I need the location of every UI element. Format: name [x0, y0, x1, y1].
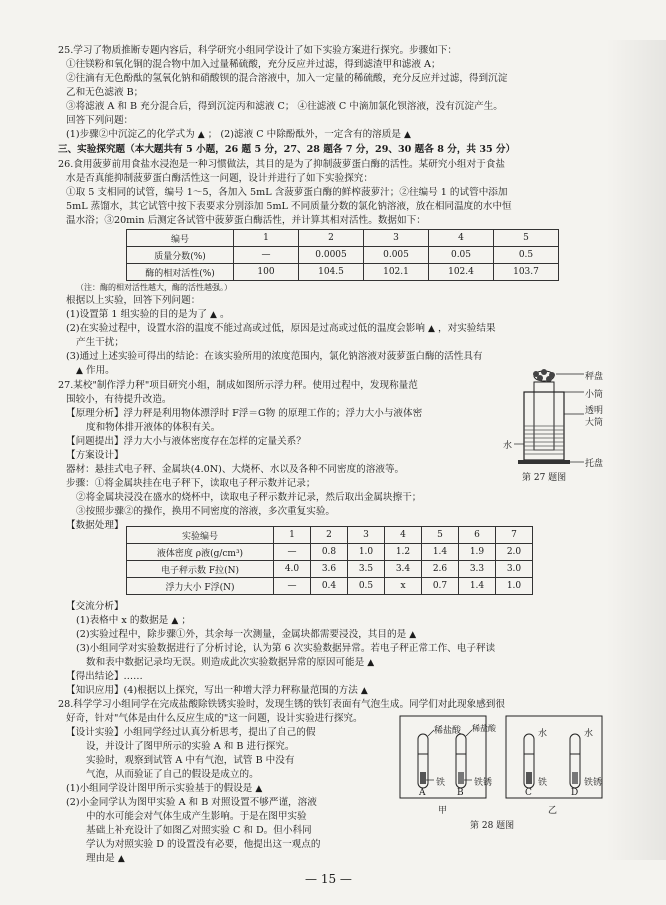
q28-sub2-cont4: [86, 852, 386, 866]
q27-cell: 1.2: [385, 544, 422, 561]
answer-blank: ▲: [404, 130, 411, 140]
page-number: — 15 —: [305, 872, 352, 886]
fig27-label-water: 水: [503, 441, 513, 451]
q27-cell: 3.4: [385, 561, 422, 578]
q25-step2-cont: 乙和无色滤液 B；: [66, 87, 144, 98]
q27-cell: 1.0: [348, 544, 385, 561]
q27-cell: 1.0: [496, 578, 533, 595]
q27-sub1: [76, 614, 596, 628]
fig28-label-rust-b: 铁锈: [474, 778, 493, 788]
q27-step1: 步骤：①将金属块挂在电子秤下，读取电子秤示数并记录；: [66, 478, 316, 489]
section-heading: 三、实验探究题（本大题共有 5 小题，26 题 5 分，27、28 题各 7 分，29、30 题各 8 分，共 35 分）: [58, 144, 516, 155]
q26-note: （注：酶的相对活性越大，酶的活性越强。）: [76, 283, 232, 292]
q28-stem-cont: 好奇，针对"气体是由什么反应生成的"这一问题，设计实验进行探究。: [66, 713, 363, 724]
fig28-tube-c-label: C: [525, 788, 532, 798]
q27-cell: 2.0: [496, 544, 533, 561]
q27-principle: 【原理分析】浮力秤是利用物体漂浮时 F浮＝G物 的原理工作的；浮力大小与液体密: [66, 408, 423, 419]
q27-cell: 0.8: [311, 544, 348, 561]
fig28-label-water-c: 水: [538, 729, 548, 739]
q27-stem: 27.某校"制作浮力秤"项目研究小组，制成如图所示浮力秤。使用过程中，发现称量范: [58, 380, 418, 391]
q27-data-heading: 【数据处理】: [66, 520, 124, 531]
q26-cell: 0.5: [494, 247, 559, 264]
q28-sub2-cont2: 基础上补充设计了如图乙对照实验 C 和 D。但小科同: [86, 825, 312, 836]
q27-sub1-end: ；: [181, 615, 191, 626]
q27-analysis-heading: 【交流分析】: [66, 601, 124, 612]
q27-cell: 3.0: [496, 561, 533, 578]
fig28-label-iron-c: 铁: [538, 778, 548, 788]
q27-cell: 2.6: [422, 561, 459, 578]
q26-sub1: [66, 308, 586, 322]
q27-step3: ③按照步骤②的操作，换用不同密度的溶液，多次重复实验。: [76, 506, 336, 517]
q25-sub: [66, 128, 586, 142]
q27-cell: 0.7: [422, 578, 459, 595]
q26-cell: 质量分数(%): [127, 247, 234, 264]
fig28-group-yi: 乙: [548, 806, 558, 816]
fig28-label-iron-a: 铁: [436, 778, 446, 788]
q27-cell: 液体密度 ρ液(g/cm³): [127, 544, 274, 561]
tray: [518, 460, 570, 464]
q26-cell: 0.05: [429, 247, 494, 264]
q28-design-cont: 设，并设计了图甲所示的实验 A 和 B 进行探究。: [86, 741, 295, 752]
answer-blank: ▲: [360, 686, 368, 696]
answer-blank: ▲: [76, 366, 83, 376]
fig28-label-hcl-b: 稀盐酸: [472, 724, 496, 733]
q26-header-cell: 编号: [127, 230, 234, 247]
q27-application-text: 【知识应用】(4)根据以上探究，写出一种增大浮力秤称量范围的方法: [66, 685, 358, 696]
q28-design-cont2: 实验时，观察到试管 A 中有气泡，试管 B 中没有: [86, 755, 295, 766]
fig27-label-tray: 托盘: [585, 459, 604, 469]
q27-stem-cont: 围较小，有待提升改造。: [66, 394, 172, 405]
answer-blank: ▲: [255, 784, 263, 794]
q28-sub2: (2)小金同学认为图甲实验 A 和 B 对照设置不够严谨，溶液: [66, 797, 317, 808]
q27-sub1-text: (1)表格中 x 的数据是: [76, 615, 169, 626]
q25-stem: 25.学习了物质推断专题内容后，科学研究小组同学设计了如下实验方案进行探究。步骤如下：: [58, 45, 458, 56]
q26-steps: ①取 5 支相同的试管，编号 1～5，各加入 5mL 含菠萝蛋白酶的鲜榨菠萝汁；②往编号 1 的试管中添加: [66, 187, 508, 198]
table-row: [127, 247, 559, 264]
q27-cell: 3.6: [311, 561, 348, 578]
q27-cell: 1.4: [459, 578, 496, 595]
q26-sub2-cont: 产生干扰；: [76, 337, 124, 348]
q27-header-cell: 6: [459, 527, 496, 544]
q26-steps-cont: 5mL 蒸馏水，其它试管中按下表要求分别添加 5mL 不同质量分数的氯化钠溶液，放在相同温度的水中恒: [66, 201, 512, 212]
q27-header-cell: 7: [496, 527, 533, 544]
q27-cell: 0.5: [348, 578, 385, 595]
answer-blank: ▲: [197, 130, 205, 140]
q26-data-table: [126, 229, 559, 281]
q27-header-cell: 1: [274, 527, 311, 544]
q26-cell: 102.4: [429, 264, 494, 281]
q27-sub3-text: 数和表中数据记录均无误。则造成此次实验数据异常的原因可能是: [86, 657, 365, 668]
q27-cell: 浮力大小 F浮(N): [127, 578, 274, 595]
answer-blank: ▲: [367, 658, 375, 668]
q25-sub1: (1)步骤②中沉淀乙的化学式为: [66, 129, 195, 140]
q27-header-cell: 实验编号: [127, 527, 274, 544]
scale-pan-weights: [533, 369, 555, 382]
q27-plan: 【方案设计】: [66, 450, 124, 461]
fig28-label-water-d: 水: [584, 729, 594, 739]
q28-sub1-text: (1)小组同学设计图甲所示实验基于的假设是: [66, 783, 253, 794]
q26-sub1-end: 。: [219, 309, 230, 320]
q27-sub3-cont: [86, 656, 606, 670]
q26-header-cell: 4: [429, 230, 494, 247]
q27-materials: 器材：悬挂式电子秤、金属块(4.0N)、大烧杯、水以及各种不同密度的溶液等。: [66, 464, 405, 475]
q25-step34: ③将滤液 A 和 B 充分混合后，得到沉淀丙和滤液 C； ④往滤液 C 中滴加氯化钡溶液，没有沉淀产生。: [66, 101, 503, 112]
q28-stem: 28.科学学习小组同学在完成盐酸除铁锈实验时，发现生锈的铁钉表面有气泡生成。同学们对此现象感到很: [58, 699, 505, 710]
q27-cell: 1.4: [422, 544, 459, 561]
q25-step1: ①往镁粉和氧化铜的混合物中加入过量稀硫酸，充分反应并过滤，得到滤渣甲和滤液 A；: [66, 59, 441, 70]
q28-sub1: [66, 782, 396, 796]
tube-c: [524, 734, 534, 788]
q26-prompt: 根据以上实验，回答下列问题：: [66, 295, 201, 306]
q28-sub2-text: 理由是: [86, 853, 115, 864]
q26-header-cell: 2: [299, 230, 364, 247]
q27-header-cell: 3: [348, 527, 385, 544]
q27-sub2-text: (2)实验过程中，除步骤①外，其余每一次测量，金属块都需要浸没，其目的是: [76, 629, 407, 640]
table-row: [127, 561, 533, 578]
q27-cell: 3.5: [348, 561, 385, 578]
table-row: [127, 264, 559, 281]
q25-prompt: 回答下列问题：: [66, 115, 134, 126]
answer-blank: ▲: [209, 310, 217, 320]
fig27-label-small-cylinder: 小筒: [585, 390, 604, 400]
fig28-tube-b-label: B: [457, 788, 464, 798]
q26-cell: 酶的相对活性(%): [127, 264, 234, 281]
q26-cell: 0.005: [364, 247, 429, 264]
test-tubes-figure: [398, 714, 608, 814]
answer-blank: ▲: [171, 616, 179, 626]
q26-header-cell: 3: [364, 230, 429, 247]
q26-cell: 104.5: [299, 264, 364, 281]
q27-header-cell: 5: [422, 527, 459, 544]
fig28-label-hcl-a: 稀盐酸: [434, 726, 462, 736]
fig27-label-pan: 秤盘: [585, 372, 604, 382]
q26-sub1-text: (1)设置第 1 组实验的目的是为了: [66, 309, 207, 320]
q26-steps-cont2: 温水浴；③20min 后测定各试管中菠萝蛋白酶活性，并计算其相对活性。数据如下：: [66, 215, 426, 226]
q26-header-cell: 5: [494, 230, 559, 247]
q26-cell: 0.0005: [299, 247, 364, 264]
q27-cell: —: [274, 544, 311, 561]
q27-cell: —: [274, 578, 311, 595]
q27-cell: 0.4: [311, 578, 348, 595]
q27-header-cell: 2: [311, 527, 348, 544]
page-edge-shadow: [606, 40, 666, 860]
q28-design-cont3: 气泡，从而验证了自己的假设是成立的。: [86, 769, 259, 780]
q27-question: 【问题提出】浮力大小与液体密度存在怎样的定量关系？: [66, 436, 306, 447]
answer-blank: ▲: [428, 324, 435, 334]
q26-stem-cont: 水是否真能抑制菠萝蛋白酶活性这一问题，设计并进行了如下实验探究：: [66, 173, 373, 184]
q26-cell: 103.7: [494, 264, 559, 281]
q27-conclusion: 【得出结论】……: [66, 671, 143, 682]
water-lines: [524, 426, 564, 454]
q28-sub2-cont: 中的水可能会对气体生成产生影响。于是在图甲实验: [86, 811, 307, 822]
q26-stem: 26.食用菠萝前用食盐水浸泡是一种习惯做法，其目的是为了抑制菠萝蛋白酶的活性。某研究小组对于食盐: [58, 159, 505, 170]
q27-sub2: [76, 628, 596, 642]
table-row: [127, 544, 533, 561]
q27-cell: 4.0: [274, 561, 311, 578]
q27-header-cell: 4: [385, 527, 422, 544]
fig27-label-big-cylinder: 透明 大筒: [585, 406, 604, 428]
q27-cell: 3.3: [459, 561, 496, 578]
fig28-caption: 第 28 题图: [470, 821, 515, 831]
q27-step2: ②将金属块浸没在盛水的烧杯中，读取电子秤示数并记录，然后取出金属块擦干；: [76, 492, 422, 503]
q28-design: 【设计实验】小组同学经过认真分析思考，提出了自己的假: [66, 727, 316, 738]
q27-cell: 1.9: [459, 544, 496, 561]
q25-step2: ②往滴有无色酚酞的氢氧化钠和硝酸钡的混合溶液中，加入一定量的稀硫酸，充分反应并过滤，得到沉淀: [66, 73, 508, 84]
answer-blank: ▲: [409, 630, 417, 640]
q26-sub2-text: (2)在实验过程中，设置水浴的温度不能过高或过低，原因是过高或过低的温度会影响: [66, 323, 425, 334]
q27-application: [66, 684, 586, 698]
q27-principle-cont: 度和物体排开液体的体积有关。: [86, 422, 221, 433]
q26-cell: 100: [234, 264, 299, 281]
fig28-label-rust-d: 铁锈: [584, 778, 603, 788]
fig28-tube-d-label: D: [571, 788, 579, 798]
q26-sub3-end: 作用。: [85, 365, 115, 376]
answer-blank: ▲: [117, 854, 125, 864]
q27-cell: 电子秤示数 F拉(N): [127, 561, 274, 578]
q27-sub3: (3)小组同学对实验数据进行了分析讨论，认为第 6 次实验数据异常。若电子秤正常工作、电子秤读: [76, 643, 496, 654]
q25-sub2: ； (2)滤液 C 中除酚酞外，一定含有的溶质是: [207, 129, 401, 140]
q26-sub2-end: ，对实验结果: [438, 323, 496, 334]
q26-sub3: (3)通过上述实验可得出的结论：在该实验所用的浓度范围内，氯化钠溶液对菠萝蛋白酶的活性具有: [66, 351, 483, 362]
q26-cell: —: [234, 247, 299, 264]
fig27-caption: 第 27 题图: [522, 473, 567, 483]
q27-cell: x: [385, 578, 422, 595]
q26-sub2: [66, 322, 641, 336]
tube-d: [570, 734, 580, 788]
table-row: [127, 578, 533, 595]
fig28-group-jia: 甲: [438, 806, 448, 816]
fig28-tube-a-label: A: [419, 788, 426, 798]
q27-data-table: [126, 526, 533, 595]
q26-cell: 102.1: [364, 264, 429, 281]
q28-sub2-cont3: 学认为对照实验 D 的设置没有必要，他提出这一观点的: [86, 839, 321, 850]
q26-header-cell: 1: [234, 230, 299, 247]
